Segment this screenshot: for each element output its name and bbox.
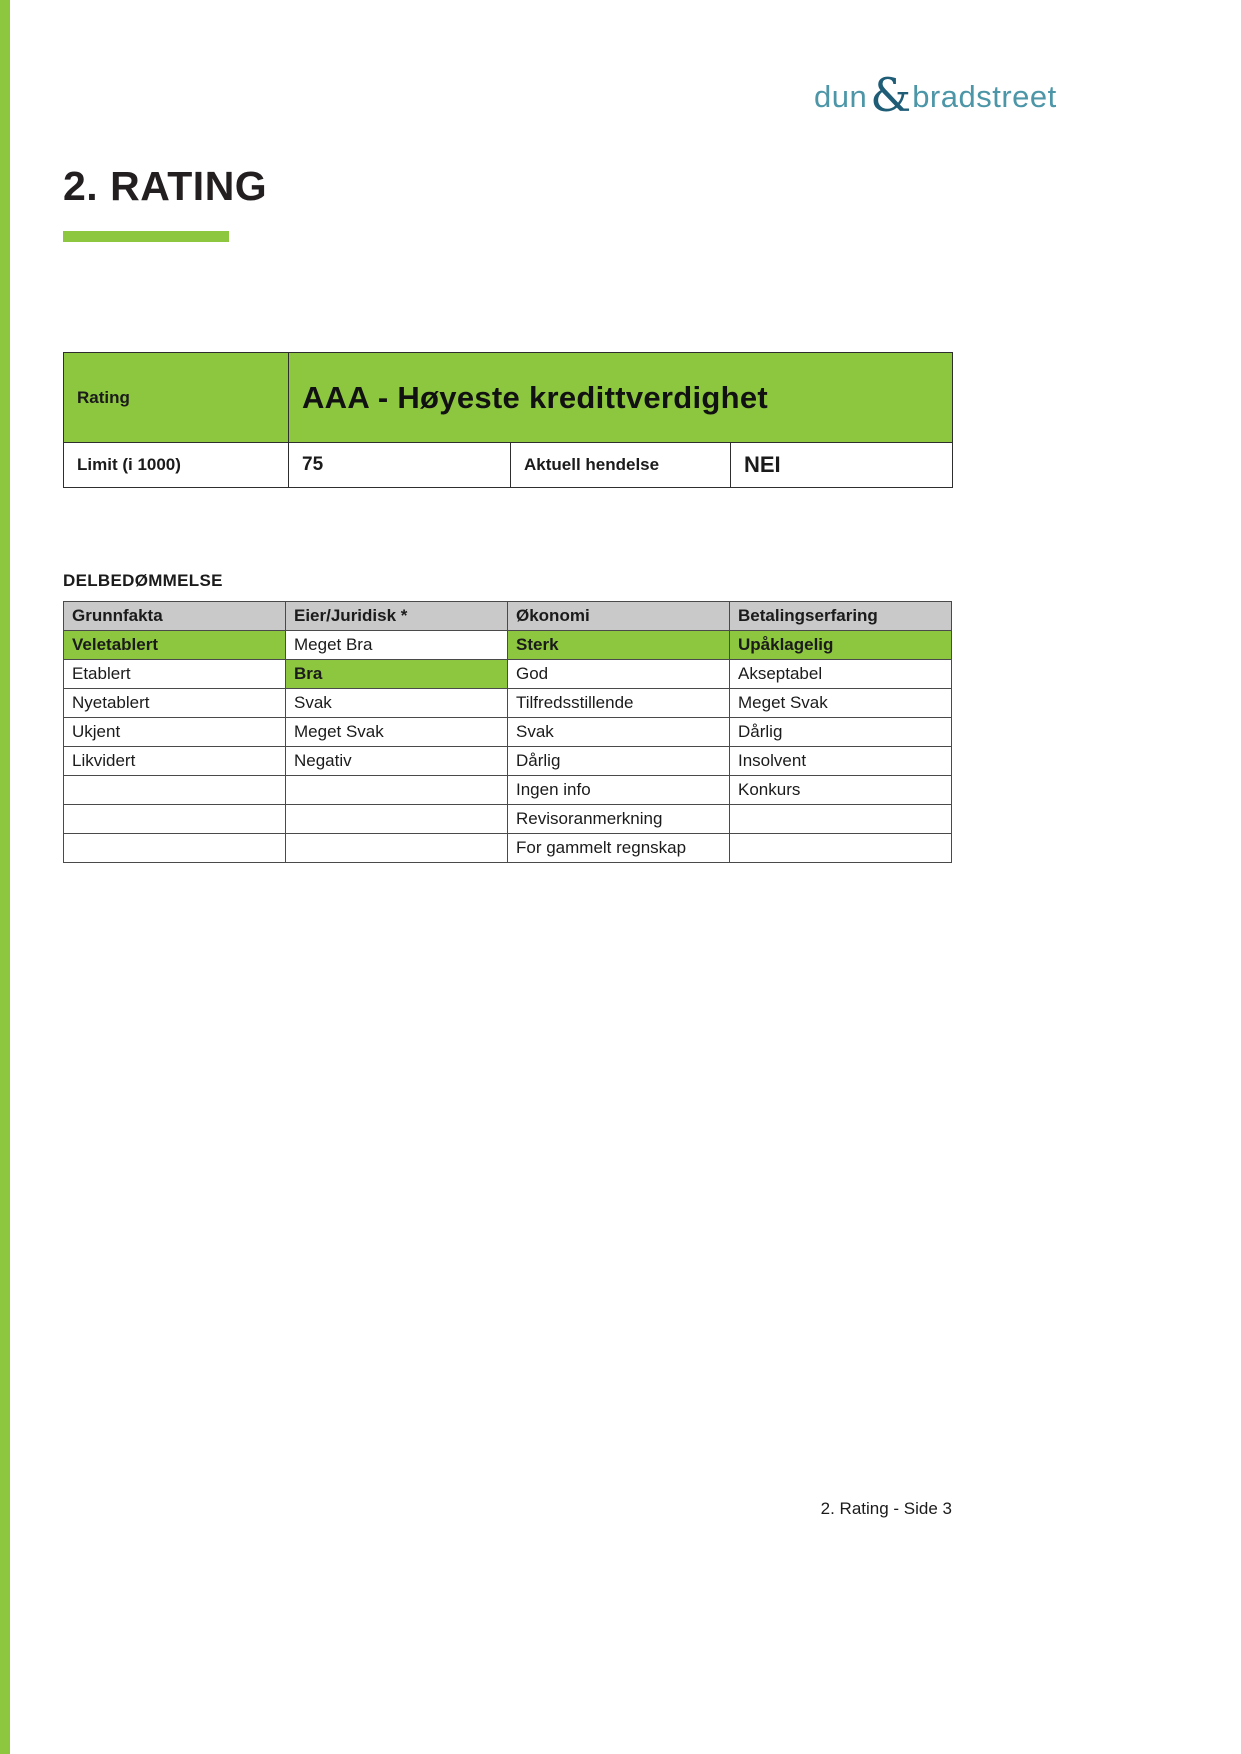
subrating-cell: Konkurs	[730, 776, 952, 805]
subratings-table	[63, 601, 952, 863]
subratings-row	[64, 718, 952, 747]
subrating-cell: Meget Svak	[286, 718, 508, 747]
limit-value: 75	[289, 443, 511, 488]
subrating-cell: Tilfredsstillende	[508, 689, 730, 718]
subrating-cell	[286, 805, 508, 834]
subrating-cell: Dårlig	[730, 718, 952, 747]
subrating-cell-highlighted: Bra	[286, 660, 508, 689]
rating-limit-row	[64, 443, 953, 488]
subratings-row	[64, 776, 952, 805]
column-header-grunnfakta: Grunnfakta	[64, 602, 286, 631]
dnb-logo	[814, 68, 1057, 122]
subratings-row	[64, 805, 952, 834]
event-value: NEI	[731, 443, 953, 488]
column-header-betalingserfaring: Betalingserfaring	[730, 602, 952, 631]
rating-main-row	[64, 353, 953, 443]
subrating-cell: Insolvent	[730, 747, 952, 776]
subrating-cell	[730, 834, 952, 863]
subrating-cell: For gammelt regnskap	[508, 834, 730, 863]
page-accent-stripe	[0, 0, 10, 1754]
subratings-row	[64, 747, 952, 776]
subrating-cell-highlighted: Upåklagelig	[730, 631, 952, 660]
logo-ampersand-icon: &	[870, 68, 912, 122]
subrating-cell: Meget Svak	[730, 689, 952, 718]
subrating-cell	[64, 805, 286, 834]
subratings-title: DELBEDØMMELSE	[63, 571, 223, 590]
subrating-cell: Revisoranmerkning	[508, 805, 730, 834]
limit-label: Limit (i 1000)	[64, 443, 289, 488]
subrating-cell	[286, 776, 508, 805]
subratings-row	[64, 631, 952, 660]
event-label: Aktuell hendelse	[511, 443, 731, 488]
subratings-row	[64, 689, 952, 718]
column-header-okonomi: Økonomi	[508, 602, 730, 631]
subrating-cell	[64, 834, 286, 863]
subrating-cell-highlighted: Veletablert	[64, 631, 286, 660]
rating-label: Rating	[64, 353, 289, 443]
subratings-header-row	[64, 602, 952, 631]
subrating-cell	[64, 776, 286, 805]
subrating-cell: Etablert	[64, 660, 286, 689]
subratings-row	[64, 834, 952, 863]
subrating-cell: Meget Bra	[286, 631, 508, 660]
subrating-cell	[286, 834, 508, 863]
logo-text-bradstreet: bradstreet	[912, 79, 1057, 114]
subrating-cell: Negativ	[286, 747, 508, 776]
subrating-cell-highlighted: Sterk	[508, 631, 730, 660]
column-header-eier-juridisk: Eier/Juridisk *	[286, 602, 508, 631]
section-title: 2. RATING	[63, 163, 268, 209]
subrating-cell: Akseptabel	[730, 660, 952, 689]
subratings-row	[64, 660, 952, 689]
subrating-cell: God	[508, 660, 730, 689]
rating-value: AAA - Høyeste kredittverdighet	[289, 353, 953, 443]
rating-table	[63, 352, 953, 488]
subrating-cell: Likvidert	[64, 747, 286, 776]
section-title-underline	[63, 231, 229, 242]
subrating-cell: Ingen info	[508, 776, 730, 805]
logo-text-dun: dun	[814, 79, 868, 114]
subrating-cell: Ukjent	[64, 718, 286, 747]
subrating-cell: Svak	[508, 718, 730, 747]
page-footer: 2. Rating - Side 3	[820, 1499, 952, 1518]
subrating-cell: Nyetablert	[64, 689, 286, 718]
subrating-cell: Dårlig	[508, 747, 730, 776]
subrating-cell: Svak	[286, 689, 508, 718]
subrating-cell	[730, 805, 952, 834]
